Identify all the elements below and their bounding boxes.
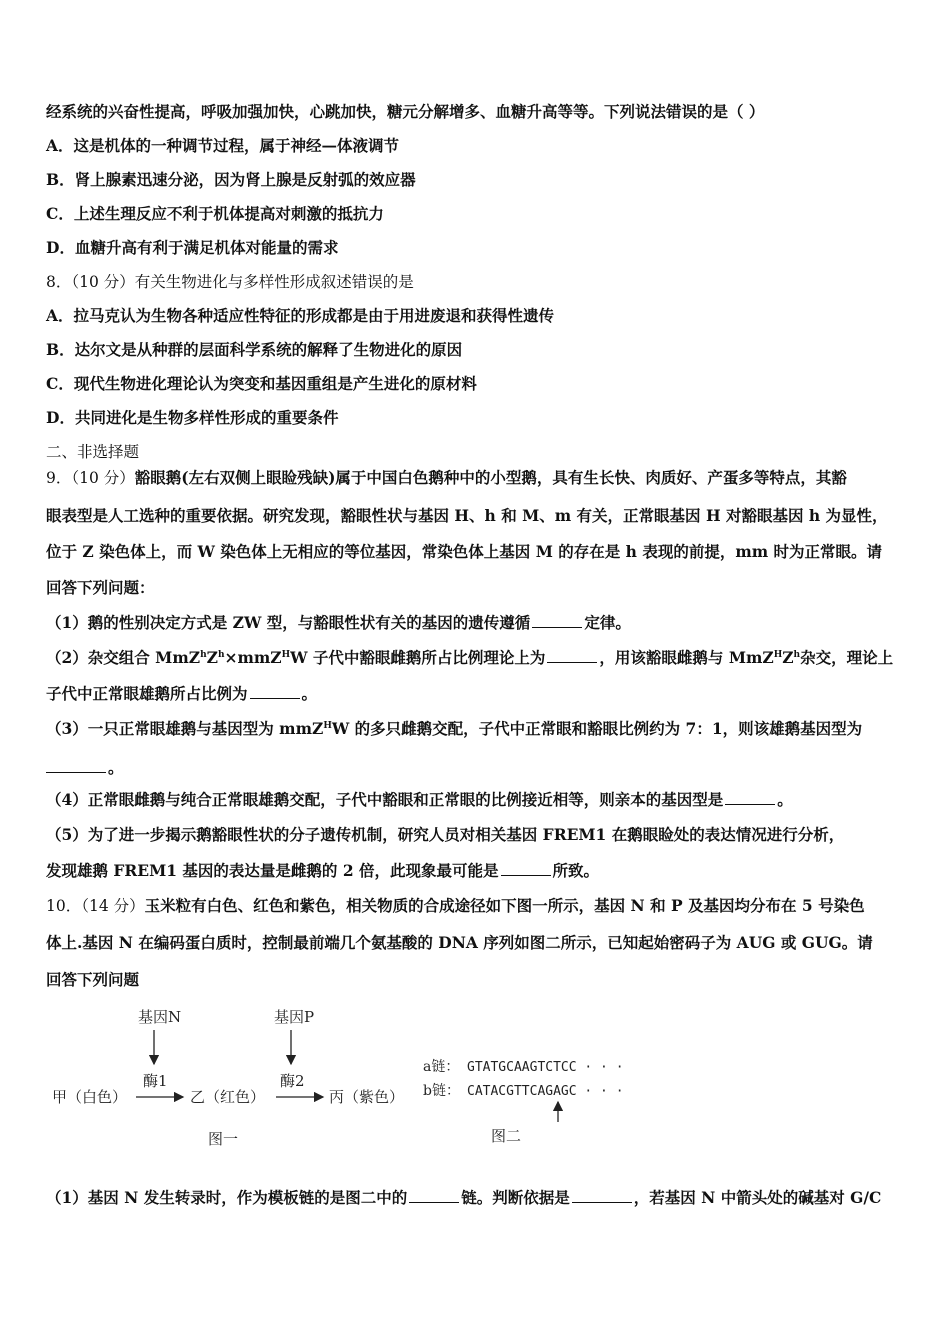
q7-option-b — [46, 170, 416, 190]
option-label: A． — [46, 306, 74, 325]
answer-blank[interactable] — [46, 758, 106, 773]
option-text: 达尔文是从种群的层面科学系统的解释了生物进化的原因 — [74, 340, 463, 359]
text: 链。判断依据是 — [461, 1188, 570, 1207]
q9-part-5-cont — [46, 861, 599, 881]
q9-part-2 — [46, 648, 893, 668]
option-text: 共同进化是生物多样性形成的重要条件 — [74, 408, 339, 427]
q9-line-1 — [46, 468, 847, 488]
text: （3）一只正常眼雄鹅与基因型为 mmZ — [46, 719, 324, 738]
text: 所致。 — [552, 861, 600, 880]
gene-p-label: 基因P — [274, 1008, 315, 1026]
text: ，用该豁眼雌鹅与 MmZ — [599, 648, 774, 667]
answer-blank[interactable] — [501, 861, 551, 876]
text: ×mmZ — [224, 648, 282, 667]
substance-bing: 丙（紫色） — [329, 1088, 405, 1106]
option-label: D． — [46, 408, 75, 427]
answer-blank[interactable] — [532, 613, 582, 628]
q8-option-a — [46, 306, 554, 326]
text: 。 — [777, 790, 793, 809]
q7-stem: 经系统的兴奋性提高，呼吸加强加快，心跳加快，糖元分解增多、血糖升高等等。下列说法错误的是（ ） — [46, 102, 765, 121]
option-text: 这是机体的一种调节过程，属于神经—体液调节 — [73, 136, 400, 155]
text: 。 — [301, 684, 318, 703]
answer-blank[interactable] — [725, 790, 775, 805]
answer-blank[interactable] — [572, 1188, 632, 1203]
text: （4）正常眼雌鹅与纯合正常眼雄鹅交配，子代中豁眼和正常眼的比例接近相等，则亲本的基因型是 — [46, 790, 724, 809]
option-label: D． — [46, 238, 75, 257]
text: 玉米粒有白色、红色和紫色，相关物质的合成途径如下图一所示，基因 N 和 P 及基因均分布在 5 号染色 — [144, 896, 865, 915]
substance-yi: 乙（红色） — [190, 1088, 266, 1106]
chain-a-label: a链： — [423, 1059, 460, 1075]
q9-part-5: （5）为了进一步揭示鹅豁眼性状的分子遗传机制，研究人员对相关基因 FREM1 在鹅眼睑处的表达情况进行分析， — [46, 825, 845, 844]
q9-part-3 — [46, 719, 862, 739]
q9-line-4: 回答下列问题： — [46, 578, 155, 597]
text: 发现雄鹅 FREM1 基因的表达量是雌鹅的 2 倍，此现象最可能是 — [46, 861, 499, 880]
option-label: B． — [46, 340, 75, 359]
text: （2）杂交组合 MmZ — [46, 648, 201, 667]
q10-line-1 — [46, 896, 865, 916]
text: （1）基因 N 发生转录时，作为模板链的是图二中的 — [46, 1188, 408, 1207]
q9-part-1 — [46, 613, 631, 633]
q10-line-3: 回答下列问题 — [46, 970, 140, 989]
q9-part-2-cont — [46, 684, 317, 704]
text: 定律。 — [584, 613, 631, 632]
option-label: C． — [46, 374, 74, 393]
q7-option-a — [46, 136, 399, 156]
option-text: 拉马克认为生物各种适应性特征的形成都是由于用进废退和获得性遗传 — [73, 306, 555, 325]
q8-option-b — [46, 340, 462, 360]
text: W 的多只雌鹅交配，子代中正常眼和豁眼比例约为 7：1，则该雄鹅基因型为 — [331, 719, 863, 738]
option-text: 上述生理反应不利于机体提高对刺激的抵抗力 — [73, 204, 384, 223]
text: W 子代中豁眼雌鹅所占比例理论上为 — [290, 648, 546, 667]
superscript: h — [217, 649, 225, 660]
chain-b-label: b链： — [423, 1083, 460, 1099]
answer-blank[interactable] — [547, 648, 597, 663]
section-header: 二、非选择题 — [46, 443, 140, 461]
superscript: H — [281, 649, 291, 660]
superscript: h — [793, 649, 801, 660]
q9-line-3: 位于 Z 染色体上，而 W 染色体上无相应的等位基因，常染色体上基因 M 的存在是 h 表现的前提，mm 时为正常眼。请 — [46, 542, 883, 561]
enzyme-1-label: 酶1 — [143, 1072, 168, 1090]
question-number: 10．（14 分） — [46, 897, 145, 915]
q7-option-d — [46, 238, 338, 258]
q9-part-3-cont — [46, 758, 124, 778]
option-text: 肾上腺素迅速分泌，因为肾上腺是反射弧的效应器 — [74, 170, 416, 189]
chain-a-sequence: GTATGCAAGTCTCC · · · — [467, 1060, 624, 1075]
q9-line-2: 眼表型是人工选种的重要依据。研究发现，豁眼性状与基因 H、h 和 M、m 有关，正常眼基因 H 对豁眼基因 h 为显性， — [46, 506, 888, 525]
option-label: A． — [46, 136, 74, 155]
option-text: 现代生物进化理论认为突变和基因重组是产生进化的原材料 — [73, 374, 477, 393]
superscript: H — [323, 720, 332, 731]
q9-part-4 — [46, 790, 793, 810]
enzyme-2-label: 酶2 — [280, 1072, 305, 1090]
question-number: 9．（10 分） — [46, 469, 135, 487]
q8-option-d — [46, 408, 338, 428]
q7-option-c — [46, 204, 384, 224]
text: 子代中正常眼雄鹅所占比例为 — [46, 684, 248, 703]
superscript: h — [200, 649, 207, 660]
q8-option-c — [46, 374, 477, 394]
answer-blank[interactable] — [250, 684, 300, 699]
text: 杂交，理论上 — [800, 648, 894, 667]
text: Z — [206, 648, 218, 667]
option-text: 血糖升高有利于满足机体对能量的需求 — [74, 238, 339, 257]
figure-1-caption: 图一 — [208, 1130, 239, 1148]
chain-b-sequence: CATACGTTCAGAGC · · · — [467, 1084, 624, 1099]
pathway-figure — [40, 1000, 640, 1160]
text: ，若基因 N 中箭头处的碱基对 G/C — [633, 1188, 882, 1207]
q10-line-2: 体上.基因 N 在编码蛋白质时，控制最前端几个氨基酸的 DNA 序列如图二所示，已知起始密码子为 AUG 或 GUG。请 — [46, 933, 873, 952]
gene-n-label: 基因N — [138, 1008, 182, 1026]
q8-stem: 8．（10 分）有关生物进化与多样性形成叙述错误的是 — [46, 273, 414, 291]
option-label: C． — [46, 204, 74, 223]
text: （1）鹅的性别决定方式是 ZW 型，与豁眼性状有关的基因的遗传遵循 — [46, 613, 531, 632]
q10-part-1 — [46, 1188, 881, 1208]
option-label: B． — [46, 170, 75, 189]
text: 。 — [108, 758, 124, 777]
figure-2-caption: 图二 — [491, 1127, 522, 1145]
text: 豁眼鹅(左右双侧上眼睑残缺)属于中国白色鹅种中的小型鹅，具有生长快、肉质好、产蛋多等特点，其豁 — [134, 468, 847, 487]
superscript: H — [773, 649, 783, 660]
text: Z — [782, 648, 794, 667]
substance-jia: 甲（白色） — [52, 1088, 128, 1106]
answer-blank[interactable] — [409, 1188, 459, 1203]
